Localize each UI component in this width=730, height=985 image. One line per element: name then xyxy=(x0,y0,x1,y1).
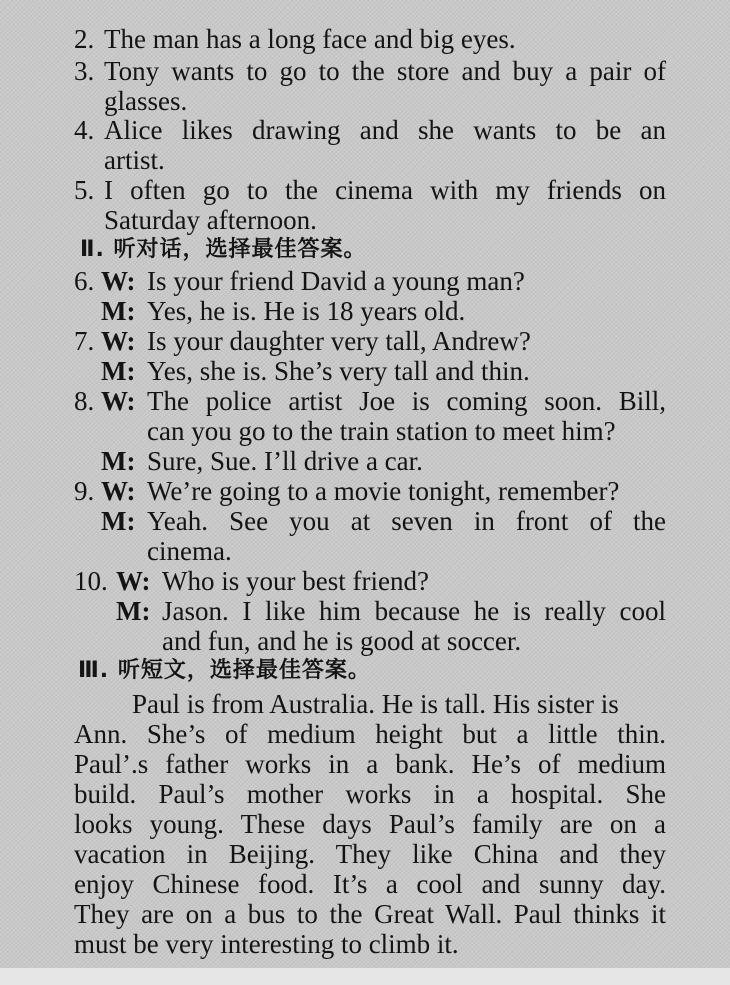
item-5-number: 5. xyxy=(74,175,95,205)
passage-line-1: Paul is from Australia. He is tall. His sister is xyxy=(132,689,619,719)
dialog-9-m-line-2: cinema. xyxy=(147,536,232,566)
dialog-10-w-label: W: xyxy=(116,566,151,596)
dialog-9-m-line-1: Yeah. See you at seven in front of the xyxy=(147,506,666,536)
section-2-heading: Ⅱ. 听对话，选择最佳答案。 xyxy=(80,237,367,262)
passage-line-4: build. Paul’s mother works in a hospital. She xyxy=(74,779,666,809)
dialog-10-w-line-1: Who is your best friend? xyxy=(162,566,429,596)
dialog-7-m-line-1: Yes, she is. She’s very tall and thin. xyxy=(147,356,530,386)
dialog-6-w-line-1: Is your friend David a young man? xyxy=(147,266,525,296)
item-3-line-1: Tony wants to go to the store and buy a pair of xyxy=(104,56,666,86)
dialog-8-w-line-1: The police artist Joe is coming soon. Bill, xyxy=(147,386,666,416)
dialog-7-w-line-1: Is your daughter very tall, Andrew? xyxy=(147,326,531,356)
item-4-line-1: Alice likes drawing and she wants to be an xyxy=(104,115,666,145)
dialog-10-m-label: M: xyxy=(116,596,151,626)
item-3-line-2: glasses. xyxy=(104,86,188,116)
item-4-number: 4. xyxy=(74,115,95,145)
dialog-7-w-label: W: xyxy=(101,326,136,356)
page-bottom-margin xyxy=(0,968,730,985)
dialog-8-w-label: W: xyxy=(101,386,136,416)
section-3-heading: Ⅲ. 听短文，选择最佳答案。 xyxy=(78,658,371,683)
dialog-6-m-label: M: xyxy=(101,296,136,326)
passage-line-8: They are on a bus to the Great Wall. Paul thinks it xyxy=(74,899,666,929)
item-4-line-2: artist. xyxy=(104,145,165,175)
dialog-8-w-line-2: can you go to the train station to meet him? xyxy=(147,416,616,446)
dialog-9-m-label: M: xyxy=(101,506,136,536)
dialog-9-w-label: W: xyxy=(101,476,136,506)
item-5-line-1: I often go to the cinema with my friends on xyxy=(104,175,666,205)
passage-line-7: enjoy Chinese food. It’s a cool and sunny day. xyxy=(74,869,666,899)
passage-line-5: looks young. These days Paul’s family are on a xyxy=(74,809,666,839)
dialog-8-number: 8. xyxy=(74,386,95,416)
passage-line-3: Paul’.s father works in a bank. He’s of medium xyxy=(74,749,666,779)
dialog-9-w-line-1: We’re going to a movie tonight, remember? xyxy=(147,476,620,506)
passage-line-2: Ann. She’s of medium height but a little thin. xyxy=(74,719,666,749)
passage-line-9: must be very interesting to climb it. xyxy=(74,929,459,959)
dialog-10-number: 10. xyxy=(74,566,108,596)
dialog-6-number: 6. xyxy=(74,266,95,296)
dialog-10-m-line-2: and fun, and he is good at soccer. xyxy=(162,626,522,656)
dialog-8-m-label: M: xyxy=(101,446,136,476)
dialog-8-m-line-1: Sure, Sue. I’ll drive a car. xyxy=(147,446,423,476)
dialog-6-w-label: W: xyxy=(101,266,136,296)
dialog-9-number: 9. xyxy=(74,476,95,506)
dialog-7-number: 7. xyxy=(74,326,95,356)
passage-line-6: vacation in Beijing. They like China and they xyxy=(74,839,666,869)
dialog-6-m-line-1: Yes, he is. He is 18 years old. xyxy=(147,296,466,326)
dialog-7-m-label: M: xyxy=(101,356,136,386)
dialog-10-m-line-1: Jason. I like him because he is really cool xyxy=(162,596,666,626)
item-2-number: 2. xyxy=(74,24,95,54)
item-3-number: 3. xyxy=(74,56,95,86)
item-2-line-1: The man has a long face and big eyes. xyxy=(104,24,516,54)
item-5-line-2: Saturday afternoon. xyxy=(104,205,317,235)
